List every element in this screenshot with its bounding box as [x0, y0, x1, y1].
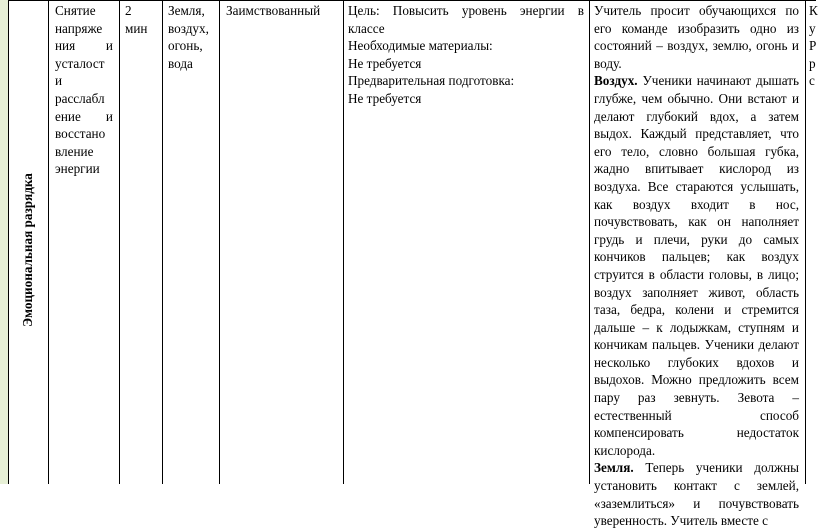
- activity-title-cell: [55, 2, 113, 178]
- next-column-fragment: [809, 2, 819, 90]
- activity-title-line: расслабл: [55, 90, 105, 106]
- column-divider: [219, 0, 220, 484]
- element-item: Земля,: [168, 3, 205, 18]
- procedure-intro: Учитель просит обучающихся по его команде изобразить одно из состояний – воздух, землю, огонь и воду.: [594, 3, 799, 71]
- earth-label: Земля.: [594, 460, 634, 476]
- materials-value: Не требуется: [348, 55, 422, 71]
- activity-title-line: ния и: [55, 38, 113, 54]
- goal-text: Цель: Повысить уровень энергии в классе: [348, 3, 584, 36]
- duration-cell: [125, 2, 157, 37]
- activity-title-line: усталост: [55, 55, 105, 71]
- air-label: Воздух.: [594, 73, 638, 89]
- element-item: вода: [168, 55, 193, 71]
- fragment-letter: с: [809, 73, 815, 89]
- fragment-letter: Р: [809, 38, 817, 54]
- elements-cell: [168, 2, 218, 72]
- activity-title-line: и: [55, 73, 63, 89]
- table-top-border: [8, 0, 816, 1]
- activity-title-line: Снятие: [55, 3, 96, 18]
- procedure-cell: [594, 2, 799, 530]
- stage-label: Эмоциональная разрядка: [20, 173, 35, 327]
- method-type: Заимствованный: [226, 3, 321, 18]
- goal-cell: [348, 2, 584, 108]
- column-divider: [162, 0, 163, 484]
- activity-title-line: восстано: [55, 126, 106, 142]
- element-item: воздух,: [168, 20, 209, 36]
- activity-title-line: энергии: [55, 161, 100, 177]
- stage-label-cell: [8, 120, 48, 380]
- duration-unit: мин: [125, 20, 148, 36]
- column-divider: [48, 0, 49, 484]
- fragment-letter: р: [809, 55, 816, 71]
- activity-title-line: вление: [55, 143, 94, 159]
- earth-instructions: Теперь ученики должны установить контакт с землей, «заземлиться» и почувствовать уверенность. Учитель вместе с: [594, 460, 800, 529]
- duration-value: 2: [125, 3, 132, 18]
- column-divider: [805, 0, 806, 484]
- preparation-label: Предварительная подготовка:: [348, 73, 515, 89]
- activity-title-line: напряже: [55, 20, 103, 36]
- column-divider: [343, 0, 344, 484]
- activity-title-line: ение и: [55, 108, 113, 124]
- method-type-cell: [226, 2, 342, 20]
- materials-label: Необходимые материалы:: [348, 38, 493, 54]
- preparation-value: Не требуется: [348, 90, 422, 106]
- column-divider: [119, 0, 120, 484]
- fragment-letter: у: [809, 20, 816, 36]
- fragment-letter: К: [809, 3, 818, 18]
- element-item: огонь,: [168, 38, 203, 54]
- air-instructions: Ученики начинают дышать глубже, чем обычно. Они встают и делают глубокий вдох, а затем выдох. Каждый представляет, что его тело, словно большая губка, жадно впитывает кислород из воздуха. Все стараются услышать, как воздух входит в нос, почувствовать, как он наполняет грудь и плечи, руки до самых кончиков пальцев; как воздух струится в области головы, в лицо; воздух заполняет живот, область таза, бедра, колени и стремится дальше – к лодыжкам, ступням и кончикам пальцев. Ученики делают несколько глубоких вдохов и выдохов. Можно предложить всем пару раз зевнуть. Зевота – естественный способ компенсировать недостаток кислорода.: [594, 73, 800, 458]
- column-divider: [589, 0, 590, 484]
